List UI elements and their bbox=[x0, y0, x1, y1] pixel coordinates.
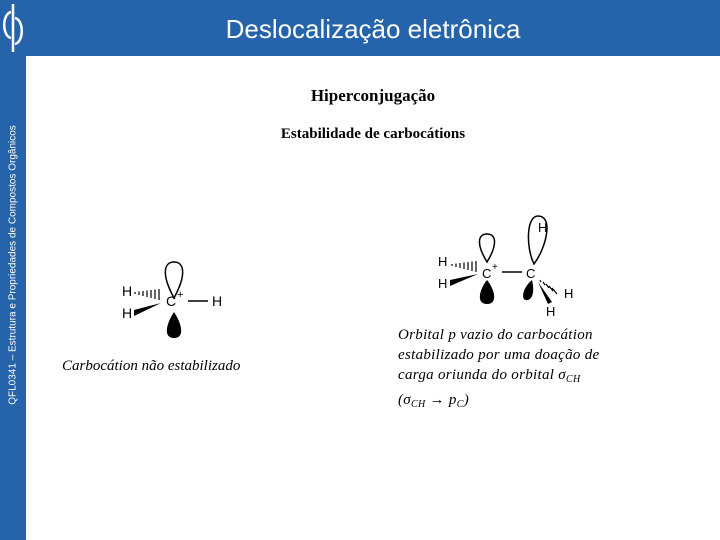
hashed-bond bbox=[452, 261, 476, 272]
atom-c-cation: C bbox=[482, 266, 492, 281]
wedge-bond bbox=[134, 303, 161, 316]
p-orbital-bottom bbox=[480, 280, 494, 304]
caption-line-4 bbox=[398, 390, 658, 415]
caption-unstabilized: Carbocátion não estabilizado bbox=[62, 358, 241, 374]
wedge-bond-down bbox=[538, 282, 552, 304]
atom-c-neighbor: C bbox=[526, 266, 536, 281]
course-label: QFL0341 – Estrutura e Propriedades de Compostos Orgânicos bbox=[7, 125, 19, 405]
caption-line-2: estabilizado por uma doação de bbox=[398, 347, 600, 363]
atom-h-bottom: H bbox=[546, 304, 556, 319]
atom-c: C bbox=[166, 293, 177, 309]
atom-h-right: H bbox=[564, 286, 574, 301]
caption-open: (σ bbox=[398, 392, 411, 408]
atom-h-lower: H bbox=[122, 305, 133, 321]
caption-stabilized bbox=[398, 325, 658, 415]
wedge-bond bbox=[450, 274, 478, 286]
charge: + bbox=[492, 262, 498, 273]
caption-line-3-text: carga oriunda do orbital σ bbox=[398, 367, 566, 383]
caption-sub-c: C bbox=[456, 399, 464, 410]
section-subheading: Estabilidade de carbocátions bbox=[280, 126, 466, 142]
caption-arrow: → p bbox=[425, 392, 457, 408]
atom-h-sigma: H bbox=[538, 220, 548, 235]
slide-title: Deslocalização eletrônica bbox=[225, 14, 521, 44]
atom-h-right: H bbox=[212, 293, 223, 309]
atom-h-lower: H bbox=[438, 276, 448, 291]
empty-p-orbital-top bbox=[479, 234, 494, 262]
caption-sub-ch2: CH bbox=[411, 399, 426, 410]
p-orbital-bottom bbox=[167, 312, 181, 338]
carbocation-hyperconjugation-diagram bbox=[428, 208, 598, 320]
hashed-bond bbox=[135, 289, 159, 300]
caption-close: ) bbox=[463, 392, 469, 408]
caption-line-3 bbox=[398, 365, 658, 390]
university-logo-icon bbox=[0, 0, 26, 56]
carbocation-unstabilized-diagram bbox=[118, 254, 238, 344]
caption-sub-ch: CH bbox=[565, 374, 581, 385]
charge: + bbox=[177, 289, 184, 301]
atom-h-upper: H bbox=[122, 283, 133, 299]
atom-h-upper: H bbox=[438, 254, 448, 269]
caption-line-1: Orbital p vazio do carbocátion bbox=[398, 327, 593, 343]
orbital-bottom-neighbor bbox=[523, 280, 533, 300]
section-heading: Hiperconjugação bbox=[310, 86, 436, 105]
